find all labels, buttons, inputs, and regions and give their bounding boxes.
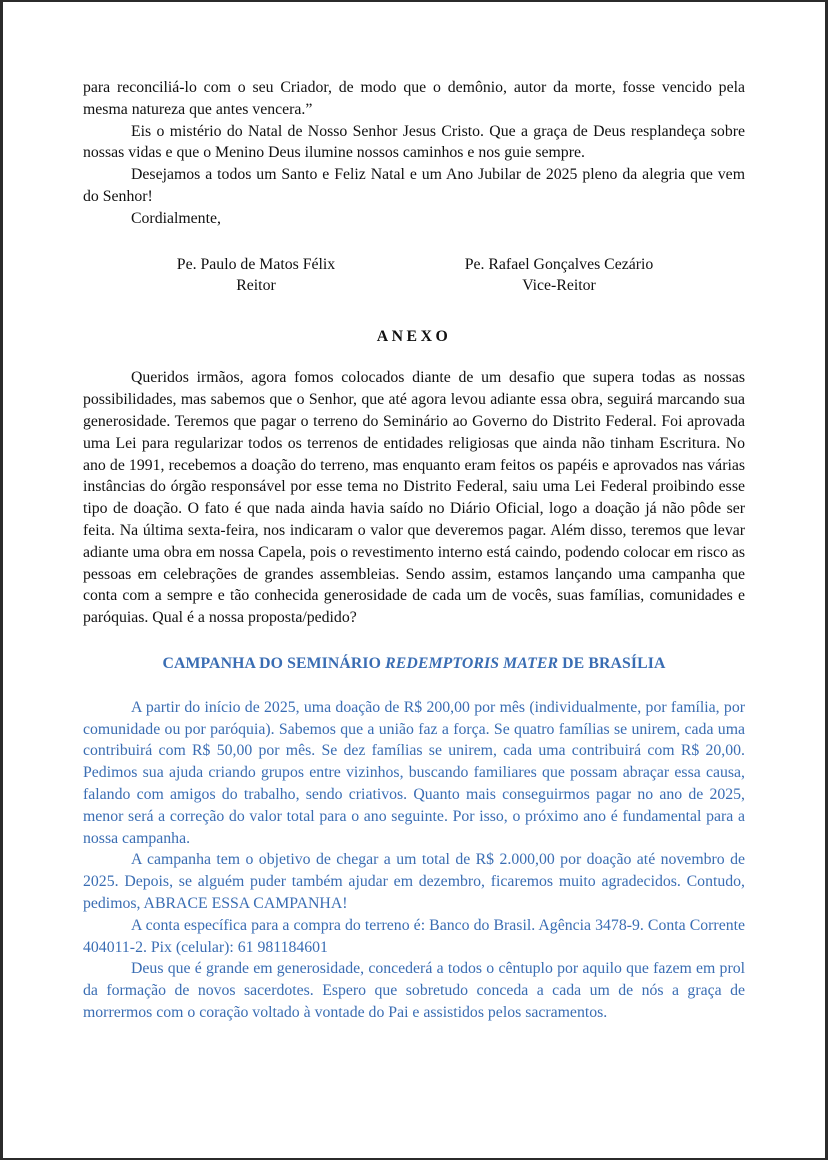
annex-title: ANEXO — [376, 327, 452, 345]
signature-role: Vice-Reitor — [522, 277, 596, 295]
signatures — [83, 254, 745, 298]
signature-rector — [171, 254, 341, 298]
campaign-paragraph-1: A partir do início de 2025, uma doação de R$ 200,00 por mês (individualmente, por família, por comunidade ou por paróquia). Sabemos que a união faz a força. Se quatro famílias se unirem, cada uma contribuirá com R$ 50,00 por mês. Se dez famílias se unirem, cada uma contribuirá com R$ 20,00. Pedimos sua ajuda criando grupos entre vizinhos, buscando familiares que possam abraçar essa causa, falando com amigos do trabalho, sendo criativos. Quanto mais conseguirmos pagar no ano de 2025, menor será a correção do valor total para o ano seguinte. Por isso, o próximo ano é fundamental para a nossa campanha. — [83, 698, 745, 847]
campaign-paragraph-3: A conta específica para a compra do terreno é: Banco do Brasil. Agência 3478-9. Conta Corrente 404011-2. Pix (celular): 61 981184601 — [83, 916, 745, 956]
letter-paragraph-2: Eis o mistério do Natal de Nosso Senhor Jesus Cristo. Que a graça de Deus resplandeça sobre nossas vidas e que o Menino Deus ilumine nossos caminhos e nos guie sempre. — [83, 122, 745, 162]
signature-name: Pe. Paulo de Matos Félix — [176, 255, 336, 273]
campaign-paragraph-2: A campanha tem o objetivo de chegar a um total de R$ 2.000,00 por doação até novembro de 2025. Depois, se alguém puder também ajudar em dezembro, ficaremos muito agradecidos. Contudo, pedimos, ABRACE ESSA CAMPANHA! — [83, 851, 745, 912]
campaign-paragraph-4: Deus que é grande em generosidade, concederá a todos o cêntuplo por aquilo que fazem em prol da formação de novos sacerdotes. Espero que sobretudo conceda a cada um de nós a graça de morrermos com o coração voltado à vontade do Pai e assistidos pelos sacramentos. — [83, 960, 745, 1021]
letter-closing: Cordialmente, — [131, 209, 221, 227]
document-page — [83, 77, 745, 1024]
signature-role: Reitor — [236, 277, 276, 295]
signature-name: Pe. Rafael Gonçalves Cezário — [464, 255, 654, 273]
signature-vice-rector — [456, 254, 662, 298]
letter-paragraph-3: Desejamos a todos um Santo e Feliz Natal e um Ano Jubilar de 2025 pleno da alegria que vem do Senhor! — [83, 166, 745, 205]
campaign-title-italic: REDEMPTORIS MATER — [385, 654, 559, 672]
annex-paragraph: Queridos irmãos, agora fomos colocados diante de um desafio que supera todas as nossas possibilidades, mas sabemos que o Senhor, que até agora levou adiante essa obra, seguirá marcando sua generosidade. Teremos que pagar o terreno do Seminário ao Governo do Distrito Federal. Foi aprovada uma Lei para regularizar todos os terrenos de entidades religiosas que ainda não tinham Escritura. No ano de 1991, recebemos a doação do terreno, mas enquanto eram feitos os papéis e aprovados nas várias instâncias do órgão responsável por esse tema no Distrito Federal, saiu uma Lei Federal proibindo esse tipo de doação. O fato é que nada ainda havia saído no Diário Oficial, logo a doação já não pôde ser feita. Na última sexta-feira, nos indicaram o valor que deveremos pagar. Além disso, teremos que levar adiante uma obra em nossa Capela, pois o revestimento interno está caindo, podendo colocar em risco as pessoas em celebrações de grandes assembleias. Sendo assim, estamos lançando uma campanha que conta com a sempre e tão conhecida generosidade de cada um de vocês, suas famílias, comunidades e paróquias. Qual é a nossa proposta/pedido? — [83, 369, 745, 627]
campaign-title-suffix: DE BRASÍLIA — [558, 654, 666, 672]
campaign-title-prefix: CAMPANHA DO SEMINÁRIO — [162, 654, 386, 672]
letter-paragraph-1: para reconciliá-lo com o seu Criador, de modo que o demônio, autor da morte, fosse vencido pela mesma natureza que antes vencera.” — [83, 79, 745, 118]
campaign-title — [83, 653, 745, 675]
